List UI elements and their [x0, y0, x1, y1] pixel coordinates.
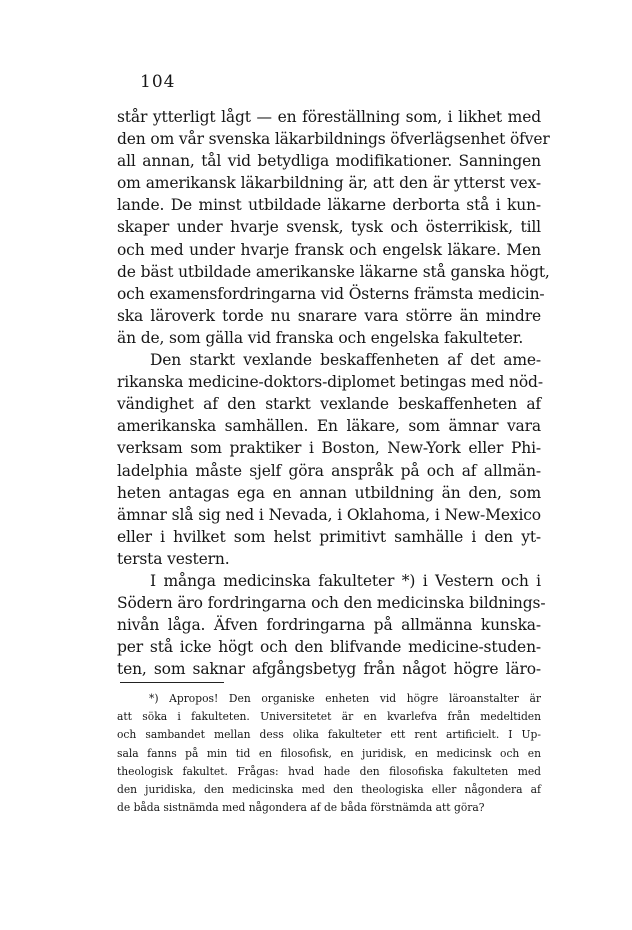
text-line: ämnar slå sig ned i Nevada, i Oklahoma, i New-Mexico [117, 505, 541, 524]
text-line: verksam som praktiker i Boston, New-York eller Phi- [117, 439, 541, 458]
footnote-line: de båda sistnämda med någondera af de båda förstnämda att göra? [117, 801, 485, 815]
text-line: rikanska medicine-doktors-diplomet betingas med nöd- [117, 373, 543, 392]
text-line: vändighet af den starkt vexlande beskaffenheten af [117, 395, 541, 414]
footnote-line: och sambandet mellan dess olika fakulteter ett rent artificielt. I Up- [117, 728, 541, 742]
footnote-divider [120, 682, 224, 683]
text-line: ladelphia måste sjelf göra anspråk på och af allmän- [117, 461, 541, 480]
text-line: amerikanska samhällen. En läkare, som ämnar vara [117, 417, 541, 436]
text-line: eller i hvilket som helst primitivt samhälle i den yt- [117, 527, 541, 546]
body-text [117, 106, 550, 680]
text-line: Södern äro fordringarna och den medicinska bildnings- [117, 594, 546, 613]
text-line: per stå icke högt och den blifvande medicine-studen- [117, 638, 541, 657]
footnote-line: att söka i fakulteten. Universitetet är en kvarlefva från medeltiden [117, 710, 541, 724]
page-number: 104 [140, 72, 176, 92]
footnote [117, 690, 541, 817]
text-line: heten antagas ega en annan utbildning än den, som [117, 483, 541, 502]
text-line: den om vår svenska läkarbildnings öfverlägsenhet öfver [117, 130, 550, 149]
text-line: ska läroverk torde nu snarare vara större än mindre [117, 306, 541, 325]
footnote-line: theologisk fakultet. Frågas: hvad hade den filosofiska fakulteten med [117, 764, 541, 778]
text-line: än de, som gälla vid franska och engelska fakulteter. [117, 328, 524, 347]
footnote-line: den juridiska, den medicinska med den theologiska eller någondera af [117, 782, 541, 796]
text-line: nivån låga. Äfven fordringarna på allmänna kunska- [117, 616, 541, 635]
text-line: de bäst utbildade amerikanske läkarne stå ganska högt, [117, 262, 550, 281]
footnote-line: sala fanns på min tid en filosofisk, en juridisk, en medicinsk och en [117, 746, 541, 760]
text-line: skaper under hvarje svensk, tysk och österrikisk, till [117, 218, 541, 237]
text-line: Den starkt vexlande beskaffenheten af det ame- [150, 351, 541, 370]
text-line: och examensfordringarna vid Österns främsta medicin- [117, 284, 545, 303]
text-line: all annan, tål vid betydliga modifikationer. Sanningen [117, 152, 541, 171]
text-line: lande. De minst utbildade läkarne derborta stå i kun- [117, 196, 541, 215]
text-line: och med under hvarje fransk och engelsk läkare. Men [117, 240, 541, 259]
footnote-line: *) Apropos! Den organiske enheten vid högre läroanstalter är [149, 692, 541, 705]
text-line: tersta vestern. [117, 549, 230, 568]
text-line: om amerikansk läkarbildning är, att den är ytterst vex- [117, 174, 541, 193]
text-line: ten, som saknar afgångsbetyg från något högre läro- [117, 660, 541, 679]
text-line: I många medicinska fakulteter *) i Vestern och i [150, 571, 541, 590]
text-line: står ytterligt lågt — en föreställning som, i likhet med [117, 108, 541, 126]
